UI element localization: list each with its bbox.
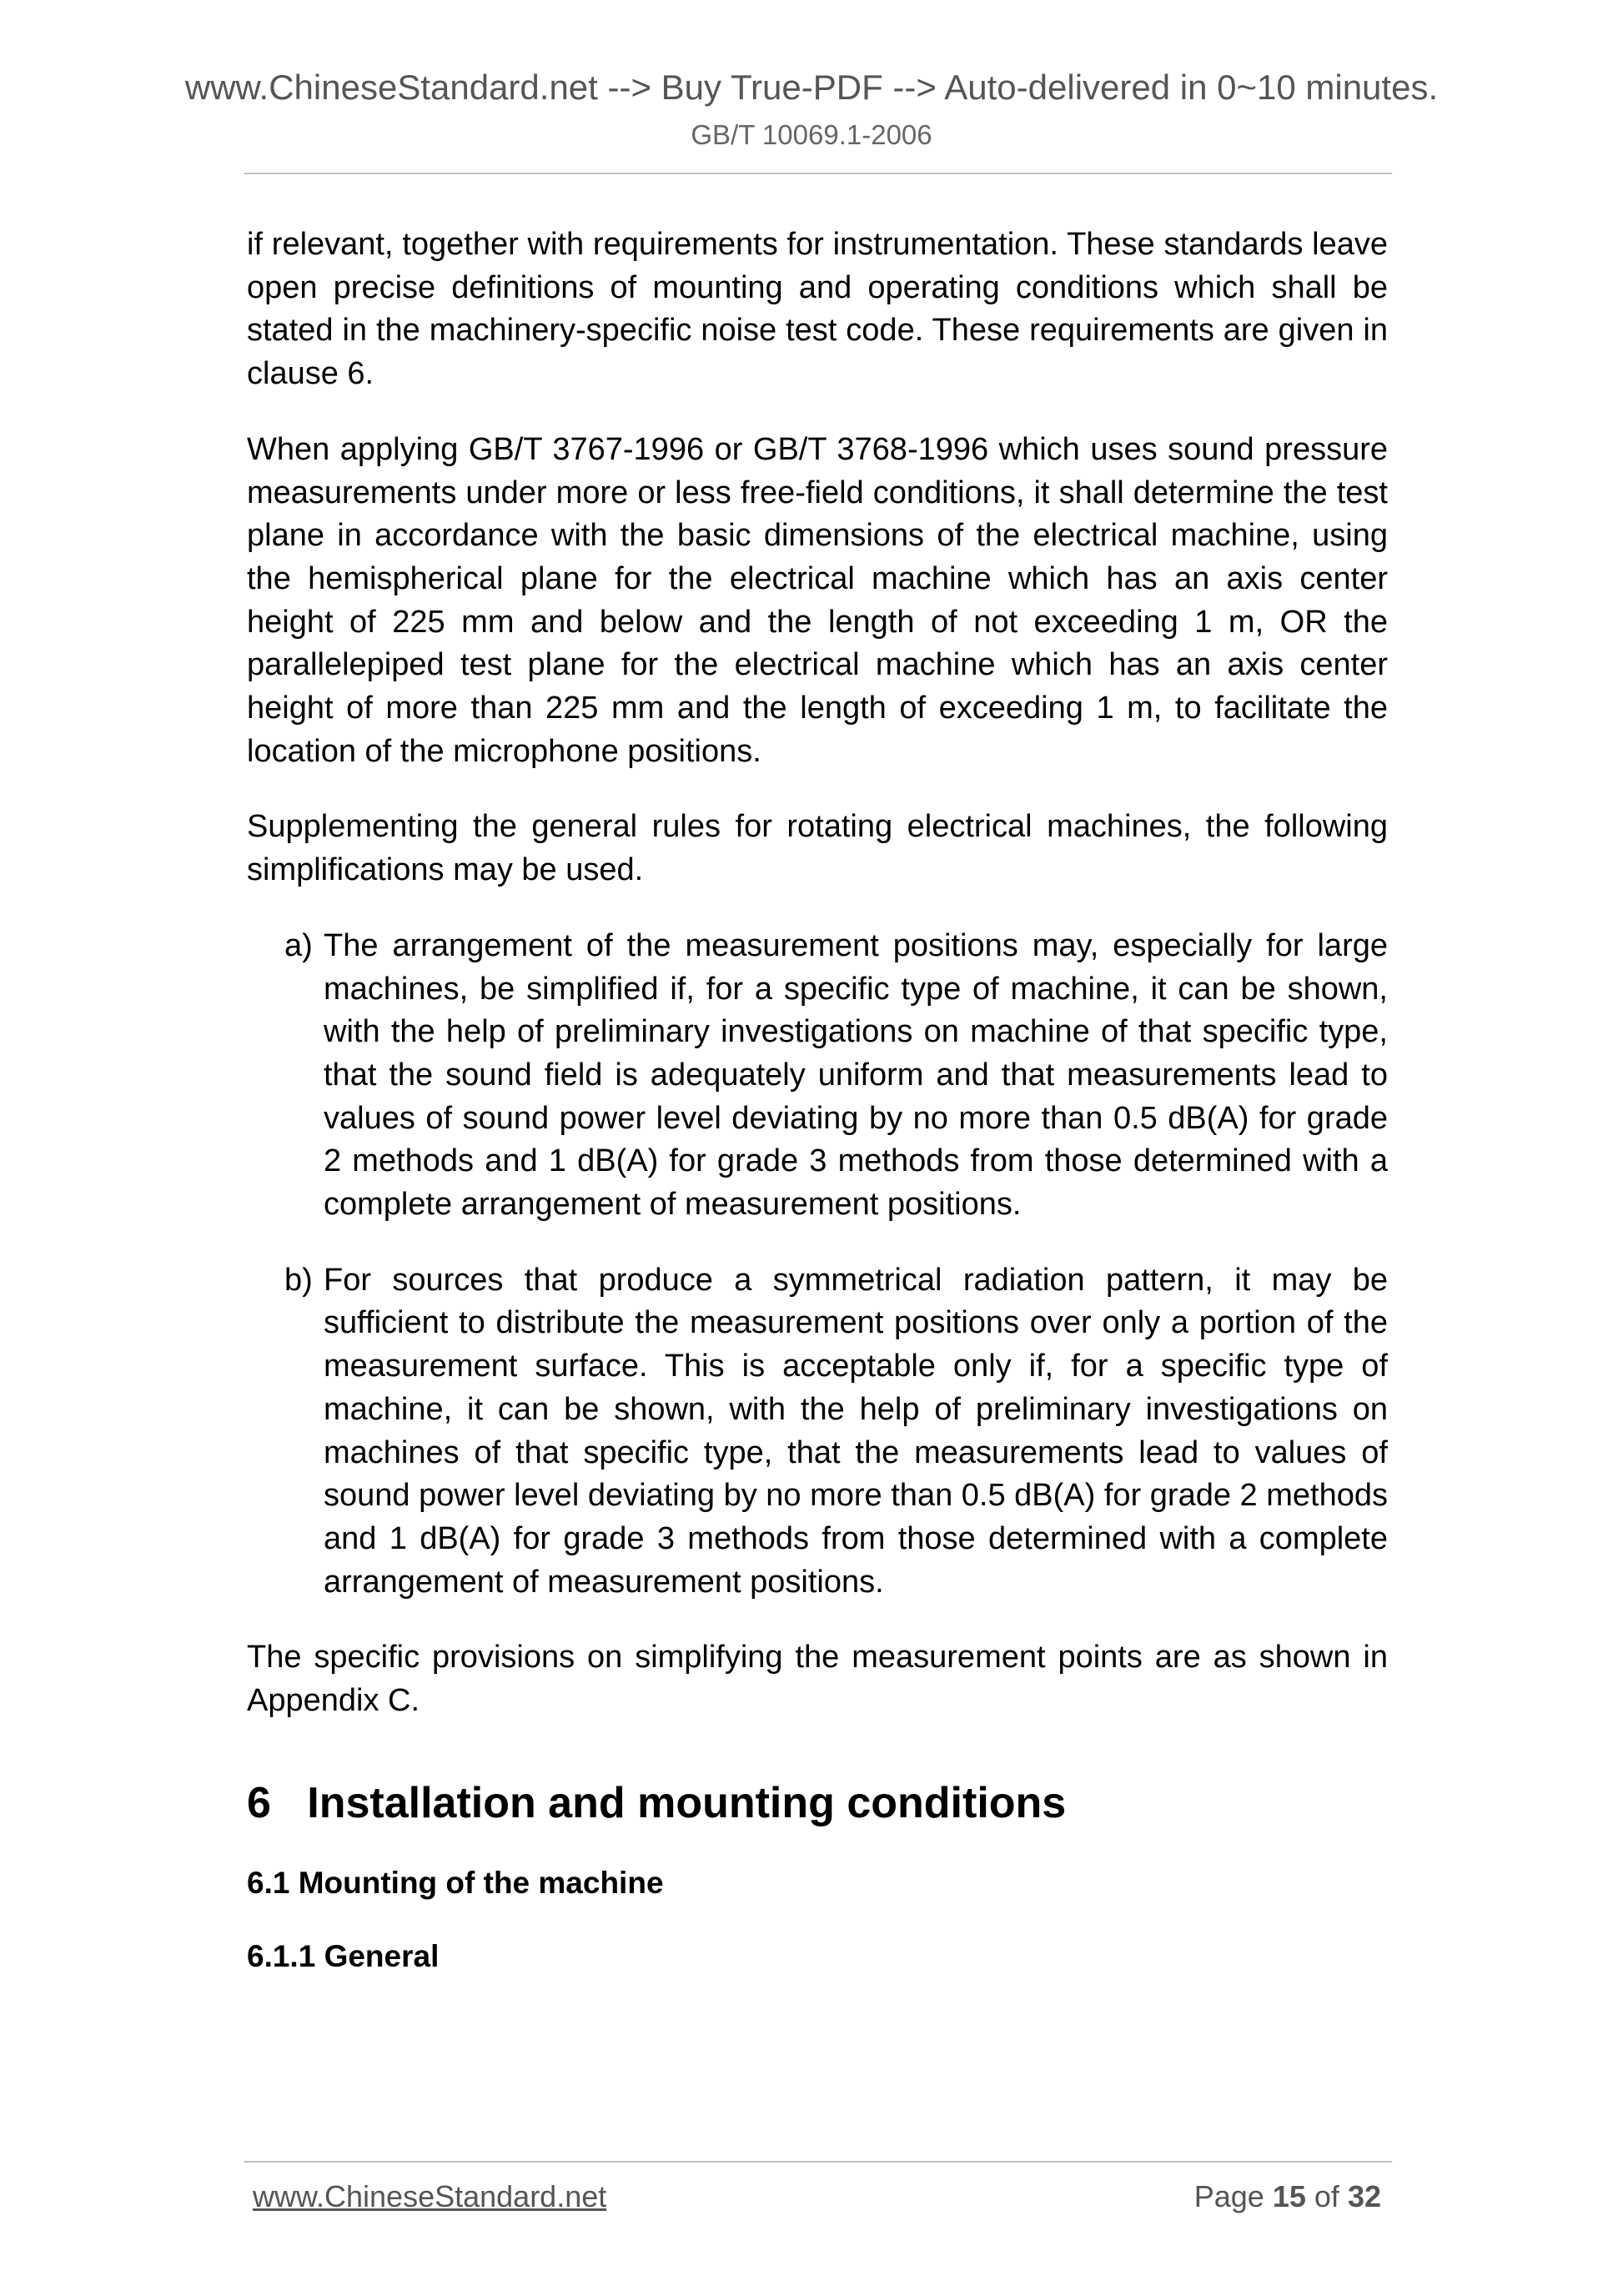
list-marker-b: b): [284, 1262, 313, 1298]
subsubsection-heading: 6.1.1 General: [247, 1938, 440, 1973]
list-item-b: [247, 1259, 1388, 1605]
paragraph-3: Supplementing the general rules for rotating electrical machines, the following simplifications may be used.: [247, 809, 1388, 888]
section-heading: 6 Installation and mounting conditions: [247, 1778, 1067, 1827]
document-body: [247, 224, 1388, 1977]
list-text-b: For sources that produce a symmetrical radiation pattern, it may be sufficient to distribute the measurement positions over only a portion of the measurement surface. This is acceptable only if, for a specific type of machine, it can be shown, with the help of preliminary investigations on machines of that specific type, that the measurements lead to values of sound power level deviating by no more than 0.5 dB(A) for grade 2 methods and 1 dB(A) for grade 3 methods from those determined with a complete arrangement of measurement positions.: [324, 1262, 1388, 1600]
list-text-a: The arrangement of the measurement positions may, especially for large machines, be simplified if, for a specific type of machine, it can be shown, with the help of preliminary investigations on machine of that specific type, that the sound field is adequately uniform and that measurements lead to values of sound power level deviating by no more than 0.5 dB(A) for grade 2 methods and 1 dB(A) for grade 3 methods from those determined with a complete arrangement of measurement positions.: [324, 927, 1388, 1223]
page-label: Page: [1193, 2179, 1264, 2213]
footer-website-link[interactable]: www.ChineseStandard.net: [253, 2179, 607, 2213]
page-number: [1194, 2178, 1381, 2215]
page-of: of: [1314, 2179, 1339, 2213]
page-current: 15: [1272, 2179, 1306, 2213]
page-total: 32: [1347, 2179, 1381, 2213]
paragraph-1: if relevant, together with requirements for instrumentation. These standards leave open precise definitions of mounting and operating conditions which shall be stated in the machinery-specific noise test code. These requirements are given in clause 6.: [247, 227, 1388, 392]
subsection-heading: 6.1 Mounting of the machine: [247, 1865, 664, 1900]
header-divider: [244, 173, 1392, 174]
paragraph-2: When applying GB/T 3767-1996 or GB/T 3768-1996 which uses sound pressure measurements under more or less free-field conditions, it shall determine the test plane in accordance with the basic dimensions of the electrical machine, using the hemispherical plane for the electrical machine which has an axis center height of 225 mm and below and the length of not exceeding 1 m, OR the parallelepiped test plane for the electrical machine which has an axis center height of more than 225 mm and the length of exceeding 1 m, to facilitate the location of the microphone positions.: [247, 431, 1388, 769]
paragraph-4: The specific provisions on simplifying the measurement points are as shown in Appendix C.: [247, 1640, 1388, 1719]
list-marker-a: a): [284, 927, 313, 963]
header-banner: www.ChineseStandard.net --> Buy True-PDF --> Auto-delivered in 0~10 minutes.: [184, 68, 1439, 107]
header-standard-number: GB/T 10069.1-2006: [691, 119, 932, 150]
footer-divider: [244, 2161, 1392, 2163]
list-item-a: [247, 925, 1388, 1227]
